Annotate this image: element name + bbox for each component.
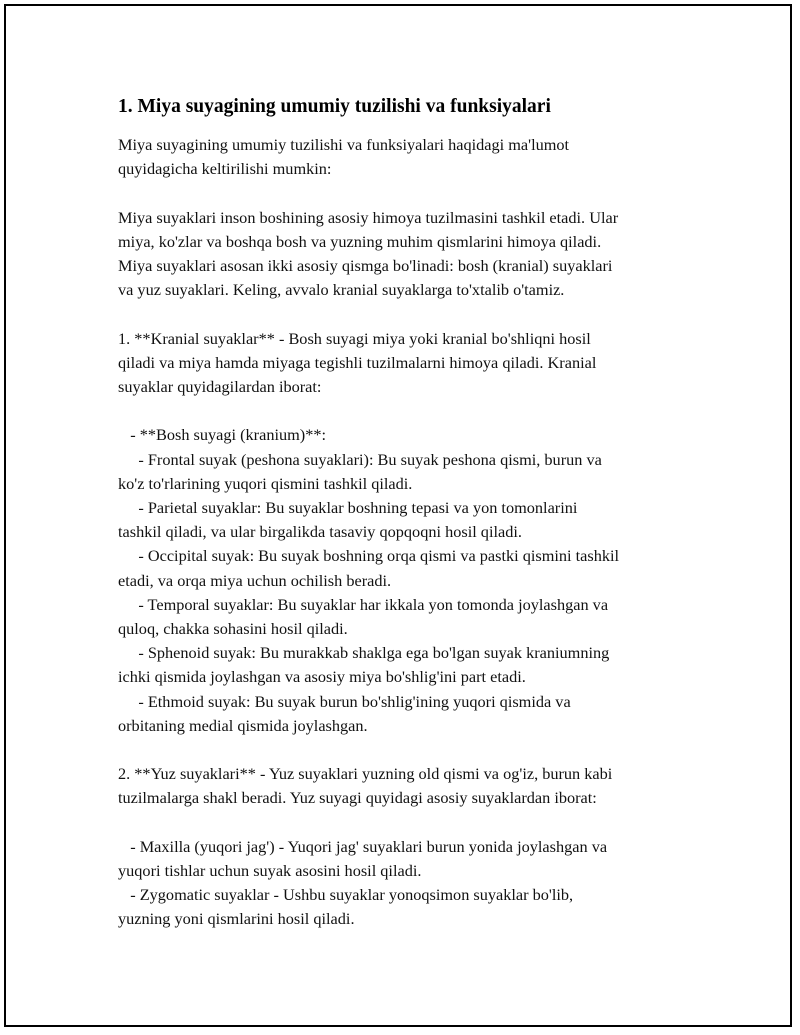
blank-line <box>118 399 698 423</box>
text-line: yuqori tishlar uchun suyak asosini hosil qiladi. <box>118 861 422 881</box>
list-item-line: - Temporal suyaklar: Bu suyaklar har ikkala yon tomonda joylashgan va <box>118 594 609 614</box>
blank-line <box>118 811 698 835</box>
blank-line <box>118 738 698 762</box>
text-line: Miya suyagining umumiy tuzilishi va funksiyalari haqidagi ma'lumot <box>118 135 570 154</box>
text-line: ko'z to'rlarining yuqori qismini tashkil qiladi. <box>118 473 413 493</box>
text-line: tuzilmalarga shakl beradi. Yuz suyagi quyidagi asosiy suyaklardan iborat: <box>118 788 597 808</box>
text-line: ichki qismida joylashgan va asosiy miya bo'shlig'ini part etadi. <box>118 667 526 687</box>
list-item-line: - Frontal suyak (peshona suyaklari): Bu suyak peshona qismi, burun va <box>118 449 602 469</box>
text-line: miya, ko'zlar va boshqa bosh va yuzning muhim qismlarini himoya qiladi. <box>118 231 602 251</box>
blank-line <box>118 181 698 205</box>
text-line: suyaklar quyidagilardan iborat: <box>118 377 322 396</box>
text-line: quyidagicha keltirilishi mumkin: <box>118 159 332 179</box>
text-line: va yuz suyaklari. Keling, avvalo kranial suyaklarga to'xtalib o'tamiz. <box>118 280 565 300</box>
blank-line <box>118 302 698 326</box>
text-line: etadi, va orqa miya uchun ochilish beradi. <box>118 570 392 590</box>
text-line: quloq, chakka sohasini hosil qiladi. <box>118 619 348 639</box>
list-item-line: - Sphenoid suyak: Bu murakkab shaklga ega bo'lgan suyak kraniumning <box>118 643 610 663</box>
text-line: orbitaning medial qismida joylashgan. <box>118 715 368 735</box>
list-item-line: - Parietal suyaklar: Bu suyaklar boshning tepasi va yon tomonlarini <box>118 498 578 517</box>
text-line: yuzning yoni qismlarini hosil qiladi. <box>118 909 355 929</box>
list-heading-line: - **Bosh suyagi (kranium)**: <box>118 425 327 445</box>
text-line: Miya suyaklari inson boshining asosiy himoya tuzilmasini tashkil etadi. Ular <box>118 207 619 227</box>
text-line: qiladi va miya hamda miyaga tegishli tuzilmalarni himoya qiladi. Kranial <box>118 352 597 372</box>
document-title: 1. Miya suyagining umumiy tuzilishi va funksiyalari <box>118 96 551 117</box>
list-item-line: - Occipital suyak: Bu suyak boshning orqa qismi va pastki qismini tashkil <box>118 546 620 566</box>
document-content <box>118 92 698 932</box>
text-line: 1. **Kranial suyaklar** - Bosh suyagi miya yoki kranial bo'shliqni hosil <box>118 328 591 348</box>
text-line: Miya suyaklari asosan ikki asosiy qismga bo'linadi: bosh (kranial) suyaklari <box>118 256 613 275</box>
text-line: tashkil qiladi, va ular birgalikda tasaviy qopqoqni hosil qiladi. <box>118 522 522 542</box>
list-item-line: - Maxilla (yuqori jag') - Yuqori jag' suyaklari burun yonida joylashgan va <box>118 836 608 856</box>
list-item-line: - Zygomatic suyaklar - Ushbu suyaklar yonoqsimon suyaklar bo'lib, <box>118 885 574 905</box>
text-line: 2. **Yuz suyaklari** - Yuz suyaklari yuzning old qismi va og'iz, burun kabi <box>118 764 613 784</box>
list-item-line: - Ethmoid suyak: Bu suyak burun bo'shlig'ining yuqori qismida va <box>118 691 571 711</box>
document-body <box>118 133 698 932</box>
